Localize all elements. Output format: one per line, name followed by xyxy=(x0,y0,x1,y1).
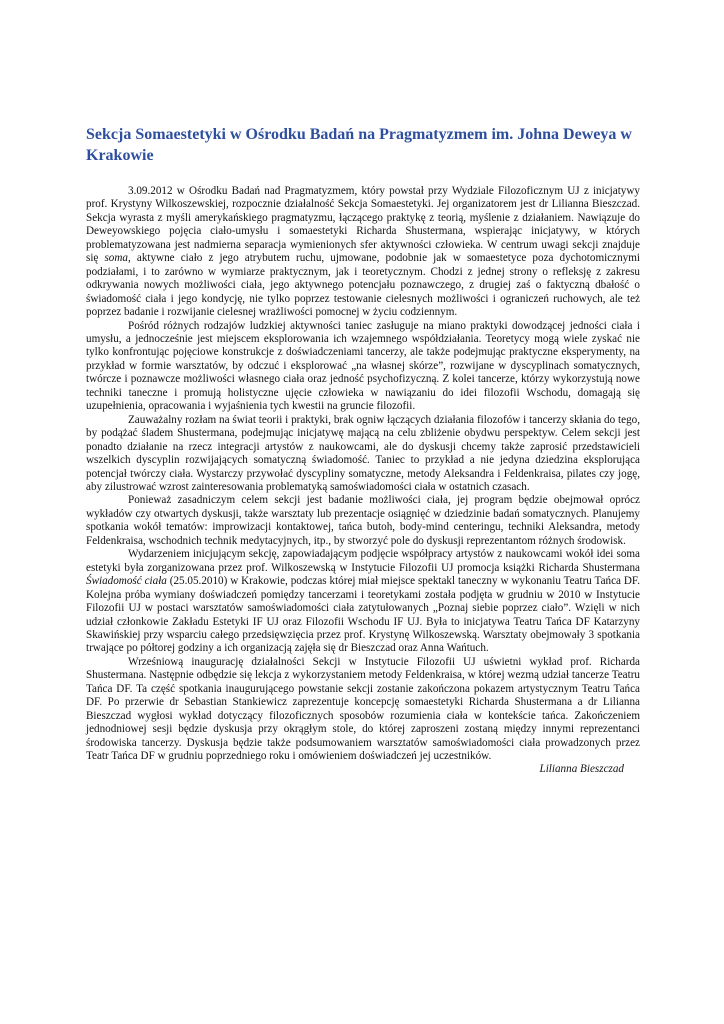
document-body xyxy=(86,185,640,777)
paragraph: Pośród różnych rodzajów ludzkiej aktywności taniec zasługuje na miano praktyki dowodzącej jedności ciała i umysłu, a jednocześnie jest miejscem eksplorowania ich wzajemnego współdziałania. Teoretycy mogą wiele zyskać nie tylko konfrontując pojęciowe konstrukcje z doświadczeniami tancerzy, ale także podejmując praktyczne eksperymenty, na przykład w formie warsztatów, by odczuć i eksplorować „na własnej skórze”, rozwijane w dyscyplinach somatycznych, twórcze i poznawcze możliwości własnego ciała oraz jedność psychofizyczną. Z kolei tancerze, którzy wykorzystują nowe techniki taneczne i promują holistyczne ujęcie człowieka w nawiązaniu do idei filozofii Wschodu, domagają się uzupełnienia, opracowania i wyjaśnienia tych kwestii na gruncie filozofii. xyxy=(86,319,640,413)
signature: Lilianna Bieszczad xyxy=(539,763,624,776)
paragraph: 3.09.2012 w Ośrodku Badań nad Pragmatyzmem, który powstał przy Wydziale Filozoficznym UJ z inicjatywy prof. Krystyny Wilkoszewskiej, rozpocznie działalność Sekcja Somaestetyki. Jej organizatorem jest dr Lilianna Bieszczad. Sekcja wyrasta z myśli amerykańskiego pragmatyzmu, łączącego praktykę z teorią, myślenie z działaniem. Nawiązuje do Deweyowskiego pojęcia ciało-umysłu i somaestetyki Richarda Shustermana, wspierając inicjatywy, w których problematyzowana jest nadmierna separacja wymienionych sfer aktywności człowieka. W centrum uwagi sekcji znajduje się soma, aktywne ciało z jego atrybutem ruchu, ujmowane, podobnie jak w somaestetyce poza dychotomicznymi podziałami, i to zarówno w wymiarze praktycznym, jak i teoretycznym. Chodzi z jednej strony o refleksję z zakresu odkrywania nowych możliwości ciała, jego aktywnego potencjału poznawczego, z drugiej zaś o faktyczną dbałość o świadomość ciała i jego kondycję, nie tylko poprzez testowanie cielesnych możliwości i ograniczeń ruchowych, ale też poprzez badanie i rozwijanie cielesnej wrażliwości pomocnej w życiu codziennym. xyxy=(86,185,640,319)
paragraph: Wrześniową inaugurację działalności Sekcji w Instytucie Filozofii UJ uświetni wykład prof. Richarda Shustermana. Następnie odbędzie się lekcja z wykorzystaniem metody Feldenkraisa, w której wezmą udział tancerze Teatru Tańca DF. Ta część spotkania inaugurującego powstanie sekcji zostanie zakończona pokazem artystycznym Teatru Tańca DF. Po przerwie dr Sebastian Stankiewicz zaprezentuje koncepcję somaestetyki Richarda Shustermana a dr Lilianna Bieszczad wygłosi wykład dotyczący filozoficznych sposobów rozumienia ciała w kontekście tańca. Zakończeniem jednodniowej sesji będzie dyskusja przy okrągłym stole, do której zaproszeni zostaną między innymi reprezentanci środowiska tancerzy. Dyskusja będzie także podsumowaniem warsztatów samoświadomości ciała prowadzonych przez Teatr Tańca DF w grudniu poprzedniego roku i omówieniem doświadczeń jej uczestników. xyxy=(86,655,640,763)
paragraph: Wydarzeniem inicjującym sekcję, zapowiadającym podjęcie współpracy artystów z naukowcami wokół idei soma estetyki była zorganizowana przez prof. Wilkoszewską w Instytucie Filozofii UJ promocja książki Richarda Shustermana Świadomość ciała (25.05.2010) w Krakowie, podczas której miał miejsce spektakl taneczny w wykonaniu Teatru Tańca DF. Kolejna próba wymiany doświadczeń pomiędzy tancerzami i teoretykami została podjęta w grudniu w 2010 w Instytucie Filozofii UJ w postaci warsztatów samoświadomości ciała zatytułowanych „Poznaj siebie poprzez ciało”. Wzięli w nich udział członkowie Zakładu Estetyki IF UJ oraz Filozofii Wschodu IF UJ. Była to inicjatywa Teatru Tańca DF Katarzyny Skawińskiej przy wsparciu całego przedsięwzięcia przez prof. Krystynę Wilkoszewską. Warsztaty obejmowały 3 spotkania trwające po półtorej godziny a ich organizacją zajęła się dr Bieszczad oraz Anna Wańtuch. xyxy=(86,548,641,655)
paragraph: Ponieważ zasadniczym celem sekcji jest badanie możliwości ciała, jej program będzie obejmował oprócz wykładów czy otwartych dyskusji, także warsztaty lub prezentacje osiągnięć w dziedzinie badań somatycznych. Planujemy spotkania wokół tematów: improwizacji kontaktowej, tańca butoh, body-mind centeringu, techniki Aleksandra, metody Feldenkraisa, wschodnich technik medytacyjnych, itp., by stworzyć pole do dyskusji reprezentantom różnych środowisk. xyxy=(86,494,640,547)
paragraph: Zauważalny rozłam na świat teorii i praktyki, brak ogniw łączących działania filozofów i tancerzy skłania do tego, by podążać śladem Shustermana, podejmując inicjatywę mającą na celu zbliżenie obydwu perspektyw. Celem sekcji jest ponadto działanie na rzecz integracji artystów z naukowcami, ale do dyskusji chcemy także zaprosić przedstawicieli wszelkich dyscyplin rozwijających somatyczną świadomość. Taniec to przykład a nie jedyna dziedzina eksplorująca potencjał twórczy ciała. Wystarczy przywołać dyscypliny somatyczne, metody Aleksandra i Feldenkraisa, pilates czy jogę, aby zilustrować wzrost zainteresowania problematyką samoświadomości ciała w ostatnich czasach. xyxy=(86,413,640,493)
document-title: Sekcja Somaestetyki w Ośrodku Badań na Pragmatyzmem im. Johna Deweya w Krakowie xyxy=(86,126,632,164)
